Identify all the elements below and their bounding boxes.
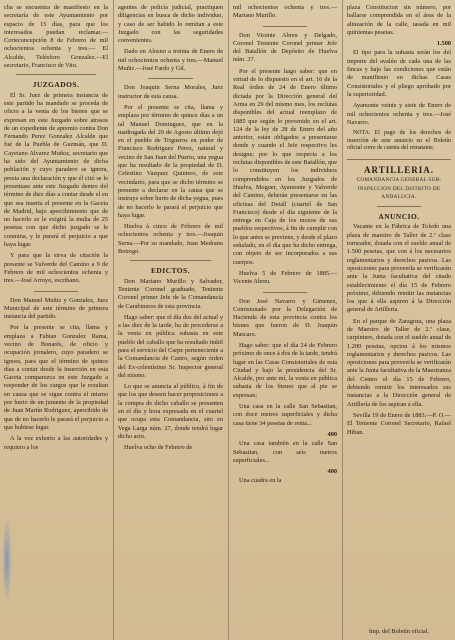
text-paragraph: Vacante en la Fábrica de Toledo una plaza de maestro de Taller de 2.ª clase torneador, dotada con el sueldo anual de 1.500 pesetas, que con á los necesarios reglamentarios y derechos pasivos. Las oposiciones para proveerla se verificarán ante la Junta facultativa del citado establecimiento el día 15 de Febrero próximo, debiendo remitir las instancias los que á ella aspiren á la Dirección general de Artillería. [347, 223, 451, 314]
text-paragraph: mil ochocientos ochenta y tres.—Mariano Murillo. [233, 4, 337, 20]
anuncio-heading: ANUNCIO. [378, 212, 420, 222]
text-paragraph: Lo que se anuncia al público, á fin de que los que deseen hacer proposiciones a la compra de dicho caballo se presenten en el día y hora expresada en el cuartel que ocupa esta Comandancia, sito en Vega Larga núm. 27, donde tendrá lugar dicho acto. [118, 383, 223, 440]
text-paragraph: Sevilla 19 de Enero de 1883.—P. O.—El Teniente Coronel Secretario, Rafael Hiban. [347, 411, 451, 436]
section-heading-edictos: EDICTOS. [151, 266, 190, 276]
price-amount: 400 [327, 468, 337, 476]
text-paragraph: A la vez exhorto a las autoridades y requiero a los [4, 435, 108, 451]
text-paragraph: Ayamonte veinte y siete de Enero de mil ochocientos ochenta y tres.—José Navarro. [347, 102, 451, 126]
text-paragraph: Don Mariano Murillo y Salvador, Teniente Coronel graduado, Teniente Coronel primer Jefe de la Comandancia de Carabineros de esta provincia. [118, 277, 223, 310]
text-paragraph: Huelva 5 de Febrero de 1885.—Vicente Abreu. [233, 269, 337, 286]
text-paragraph: agentes de policía judicial, practiquen diligencias en busca de dicho individuo, y caso de ser habido lo remitan a este Juzgado con las seguridades convenientes. [118, 4, 223, 45]
divider [16, 74, 96, 75]
column-1 [0, 0, 112, 640]
section-subheading: COMANDANCIA GENERAL SUB-INSPECCION DEL DISTRITO DE ANDALUCIA. [356, 177, 442, 200]
divider [34, 291, 78, 292]
price-amount: 400 [327, 430, 337, 438]
column-4 [343, 0, 455, 640]
price-amount: 1.500 [436, 40, 451, 48]
text-paragraph: Por el presente hago saber: que en virtud de lo dispuesto en el art. 16 de la Real órden de 24 de Enero último dictada por la Dirección general del Arma en 29 del mismo mes, los reclutas disponibles del actual reemplazo de 1885 que según lo prevenido en el art. 124 de la ley de 28 de Enero del año anterior, están obligados a presentarse donde y cuando el Jefe respectivo les designe; por lo que respecta a los reclutas disponibles de este Batallón, que lo constituyen los individuos comprendidos en los Juzgados de Huelva, Moguer, Ayamonte y Valverde del Camino, deberán presentarse en las oficinas del Detall (cuartel de San Francisco) desde el día siguiente de la entrega en Caja de los mozos de sus pueblos respectivos, á fin de cumplir con lo que antes se previene, y desde el plazo señalado, en el día que ha dicho entrega, con objeto de ser incorporados a sus cuerpos. [233, 67, 337, 266]
text-paragraph: Hago saber: que el día dos del actual y a las diez de la tarde, ha de procederse a la venta en pública subasta en este pueblo del caballo que ha resultado inútil para el servicio del Carpe perteneciente a la Comandancia de Castro, según órden del Ex-celentísimo Sr. Inspector general del mismo. [118, 313, 223, 379]
text-paragraph: Huelva á cinco de Febrero de mil ochocientos ochenta y tres.—Joaquin Serna.—Por su mandado, Juan Medrano Botrego. [118, 223, 223, 256]
text-paragraph: Don Joaquin Serna Morales, Juez instructor de esta causa. [118, 84, 223, 100]
column-3 [229, 0, 341, 640]
text-paragraph: Hago saber: que el día 24 de Febrero próximo de once á dos de la tarde, tendrá lugar en las Casas Consistoriales de esta Ciudad y bajo la presidencia del Sr. Alcalde, por ante mí, la venta en pública subasta de los bienes que al pie se expresan: [233, 341, 337, 399]
section-heading-artilleria: ARTILLERIA. [364, 164, 434, 175]
text-paragraph: Huelva ocho de Febrero de [124, 444, 193, 452]
text-paragraph: El tipo para la subasta serán los del importe del avalúo de cada una de las fincas y bajo las condiciones que están de manifiesto en dichas Casas Consistoriales y el pliego aprobado por la superioridad. [347, 49, 451, 98]
list-item: Una cuadra en la [239, 477, 282, 485]
price-row [233, 431, 337, 439]
nota-paragraph: NOTA: El pago de los derechos de inserción de este anuncio en el Boletín oficial corre de cuenta del rematante. [347, 130, 451, 152]
divider [347, 159, 451, 160]
price-row [347, 40, 451, 48]
divider [263, 26, 307, 27]
text-paragraph: Por el presente se cita, llama y emplaza por término de quince días a un tal Manuel Dominguez, que en la madrugada del 29 de Agosto último dejó en el pueblo de Trigueros en poder de Francisco Rodriguez Perez, natural y vecino de San Juan del Puerto, una yegua que ha resultado de la propiedad de D. Celestino Vazquez Quintero, de este vecindario, para que se dicho término se presente a declarar en la causa que se instruye sobre hurto de dicha yegua, pues de no hacerlo le parará el perjuicio que haya lugar. [118, 103, 223, 219]
ink-stain [2, 515, 12, 605]
price-row [233, 468, 337, 476]
text-paragraph: cha se encuentra de manifiesto en la secretaría de este Ayuntamiento por espacio de 15 días, para que los interesados puedan reclamar.—Corteconcepción 8 de Febrero de mil ochocientos ochenta y tres.— El Alcalde, Telésforo Gonzalez.—El secretario, Francisco de Vito. [4, 4, 108, 70]
section-heading-juzgados: JUZGADOS. [32, 80, 80, 90]
text-paragraph: Don José Navarro y Gimenez, Comisionado por la Delegación de Hacienda de esta provincia contra los bienes que fueron de D. Joaquin Mascaro. [233, 297, 337, 338]
list-item: Una casa también en la calle San Sebastian, con seis metros superficiales... [233, 440, 337, 464]
divider [148, 78, 193, 79]
divider [130, 260, 211, 261]
text-paragraph: El Sr. Juez de primera instancia de este partido ha mandado se proceda de oficio a la venta de los bienes que se expresan en este Juzgado sobre atrasos de un expediente de apremio contra Don Fernando Perez Gonzalez Alcalde que fué de la Puebla de Guzmán, que D. Cayetano Alvarez Muñoz, secretario que ha sido del Ayuntamiento de dicha población y cuyo paradero se ignora, presta una declaración y que él citó se le presentase ante este Juzgado dentro del término de diez días a contar desde el en que sea inserta el presente en la Gaceta de Madrid, bajo apercibimiento que de no hacerlo se le exigirá la multa de 25 pesetas con que dicho juzgado se le conmina, y le parará el perjuicio a que haya lugar. [4, 91, 108, 249]
column-2 [114, 0, 227, 640]
text-paragraph: Y para que la sirva de citación la presente se Valverde del Camino a 9 de Febrero de mil ochocientos ochenta y tres.—José Arroyo, escribano. [4, 252, 108, 285]
text-paragraph: En el parque de Zaragoza, una plaza de Maestro de Taller de 2.ª clase, carpintero, dotada con el sueldo anual de 1.200 pesetas, opcion á los mismos reglamentarios y derechos pasivos. Las oposiciones para proveerla se verificarán ante la Junta facultativa de la Maestranza del Centro el día 15 de Febrero, debiendo remitir los interesados sus instancias a la Dirección general de Artillería de los aspiran á ella. [347, 317, 451, 408]
printer-credit: Imp. del Boletín oficial. [368, 627, 430, 635]
divider [263, 292, 307, 293]
text-paragraph: plaza Constitucion sin número, por hallarse comprendida en el área de la alineación de la calle, tasada en mil quinientas pesetas. [347, 4, 451, 36]
list-item: Una casa en la calle San Sebastian, con doce metros superficiales y dicha casa tiene 34 pesetas de renta... [233, 403, 337, 427]
text-paragraph: Dado en Alosno a treinta de Enero de mil ochocientos ochenta y tres.—Manuel Muñiz.—José Fardo y Gil. [118, 48, 223, 73]
text-paragraph: Por la presente se cita, llama y emplaza a Fabian Gonzalez Rama, vecino de Bonarés, de oficio y ocupación jornalero, cuyo paradero se ignora, para que el término de quince días a contar desde la inserción en esta Gaceta comparezca en este Juzgado a responder de los cargos que le resultan en causa que se sigue contra el mismo por hurto de un jumento de la propiedad de Juan Martín Rodriguez, apercibido de que de no hacerlo le parará el perjuicio a que hubiese lugar. [4, 324, 108, 431]
text-paragraph: Don Manuel Muñiz y Gonzalez, Juez Municipal de este término de primera instancia del partido. [4, 296, 108, 321]
divider [377, 206, 421, 207]
text-paragraph: Don Vicente Abreu y Delgado, Coronel Teniente Coronel primer Jefe del Batallón de Depósito de Huelva núm. 37. [233, 31, 337, 64]
